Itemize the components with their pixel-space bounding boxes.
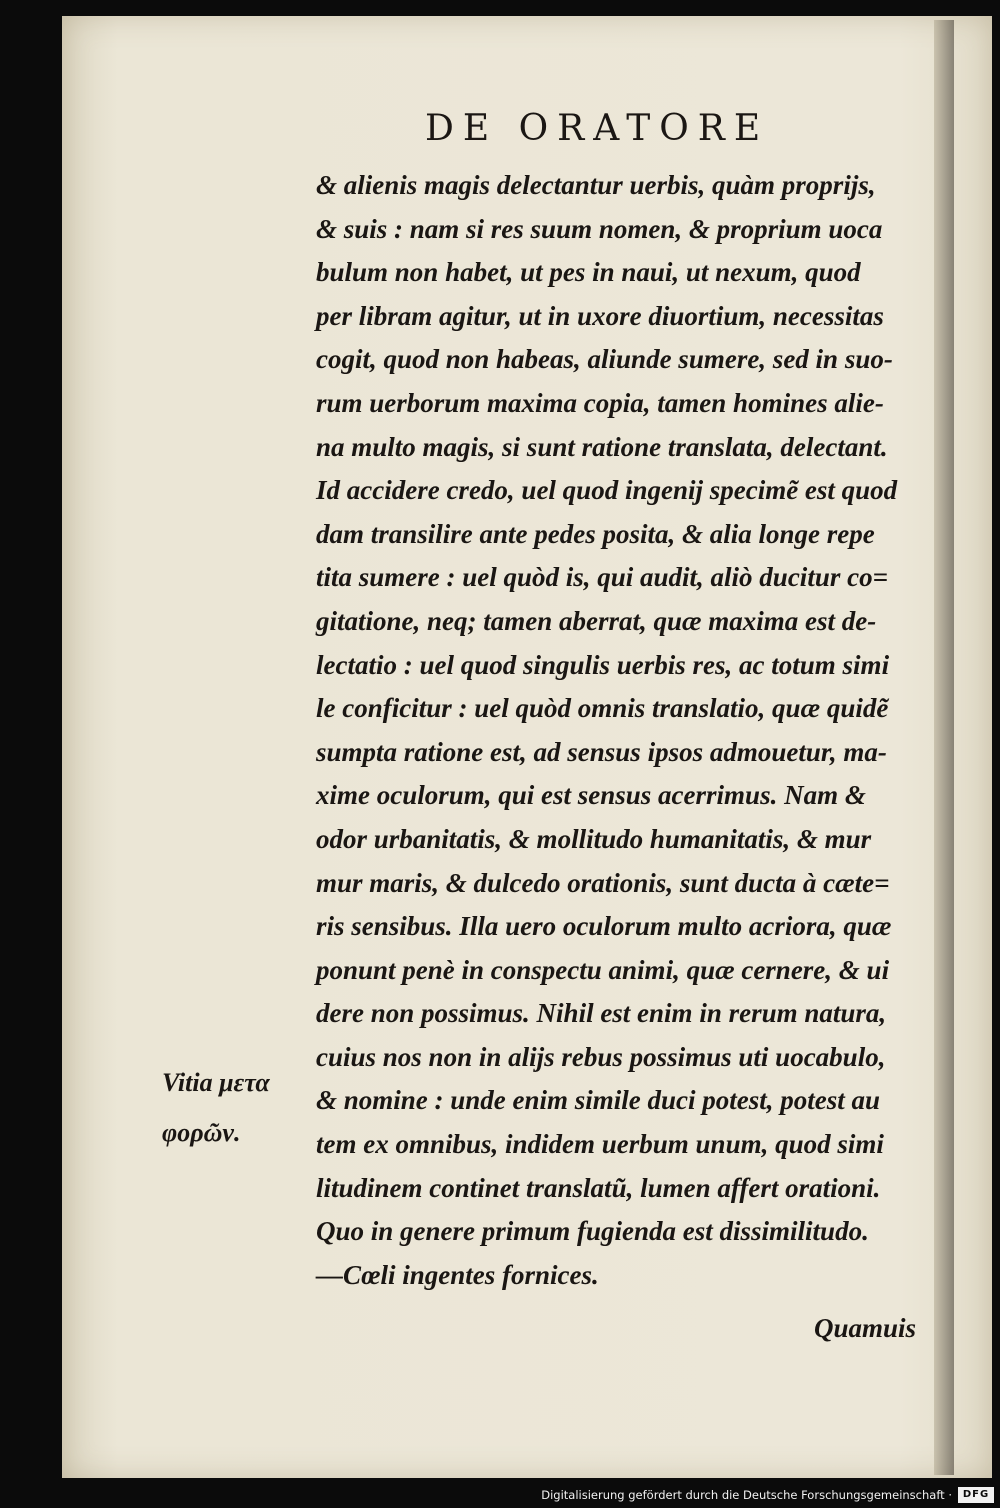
page-edge: [934, 20, 954, 1475]
margin-note-line: Vitia μετα: [162, 1068, 270, 1097]
text-line: dere non possimus. Nihil est enim in rerum natura,: [316, 998, 887, 1029]
catchword: Quamuis: [813, 1313, 916, 1344]
dfg-logo: DFG: [958, 1487, 994, 1503]
margin-note: [162, 1058, 312, 1158]
main-text: [316, 164, 936, 1351]
text-line: & suis : nam si res suum nomen, & proprium uoca: [316, 213, 883, 244]
text-line: rum uerborum maxima copia, tamen homines alie-: [316, 387, 884, 418]
text-line: lectatio : uel quod singulis uerbis res, ac totum simi: [316, 649, 890, 680]
text-line: bulum non habet, ut pes in naui, ut nexum, quod: [316, 257, 861, 288]
text-line: ris sensibus. Illa uero oculorum multo acriora, quæ: [316, 911, 892, 942]
text-line: per libram agitur, ut in uxore diuortium, necessitas: [316, 300, 884, 331]
text-line: & alienis magis delectantur uerbis, quàm proprijs,: [316, 170, 876, 200]
text-line: Id accidere credo, uel quod ingenij specimẽ est quod: [316, 475, 898, 506]
text-line: tem ex omnibus, indidem uerbum unum, quod simi: [316, 1129, 884, 1160]
text-line: xime oculorum, qui est sensus acerrimus. Nam &: [316, 780, 866, 811]
text-line: odor urbanitatis, & mollitudo humanitatis, & mur: [316, 823, 872, 854]
text-line: gitatione, neq; tamen aberrat, quæ maxima est de-: [316, 605, 877, 636]
running-head: DE ORATORE: [425, 108, 770, 149]
text-line: litudinem continet translatũ, lumen affert orationi.: [316, 1172, 881, 1203]
text-line: le conficitur : uel quòd omnis translatio, quæ quidẽ: [316, 693, 889, 724]
text-line: tita sumere : uel quòd is, qui audit, aliò ducitur co=: [316, 562, 888, 593]
text-line: —Cœli ingentes fornices.: [316, 1259, 599, 1290]
text-line: na multo magis, si sunt ratione translata, delectant.: [316, 431, 888, 462]
text-line: cuius nos non in alijs rebus possimus uti uocabulo,: [316, 1041, 886, 1072]
text-line: Quo in genere primum fugienda est dissimilitudo.: [316, 1216, 869, 1247]
margin-note-line: φορῶν.: [162, 1118, 241, 1147]
text-line: ponunt penè in conspectu animi, quæ cernere, & ui: [316, 954, 890, 985]
funding-credit: Digitalisierung gefördert durch die Deutsche Forschungsgemeinschaft ·: [541, 1488, 952, 1502]
footer-bar: [0, 1484, 1000, 1508]
text-line: dam transilire ante pedes posita, & alia longe repe: [316, 518, 875, 549]
text-line: sumpta ratione est, ad sensus ipsos admouetur, ma-: [316, 736, 887, 767]
text-line: & nomine : unde enim simile duci potest, potest au: [316, 1085, 881, 1116]
text-line: mur maris, & dulcedo orationis, sunt ducta à cæte=: [316, 867, 890, 898]
text-line: cogit, quod non habeas, aliunde sumere, sed in suo-: [316, 344, 893, 375]
